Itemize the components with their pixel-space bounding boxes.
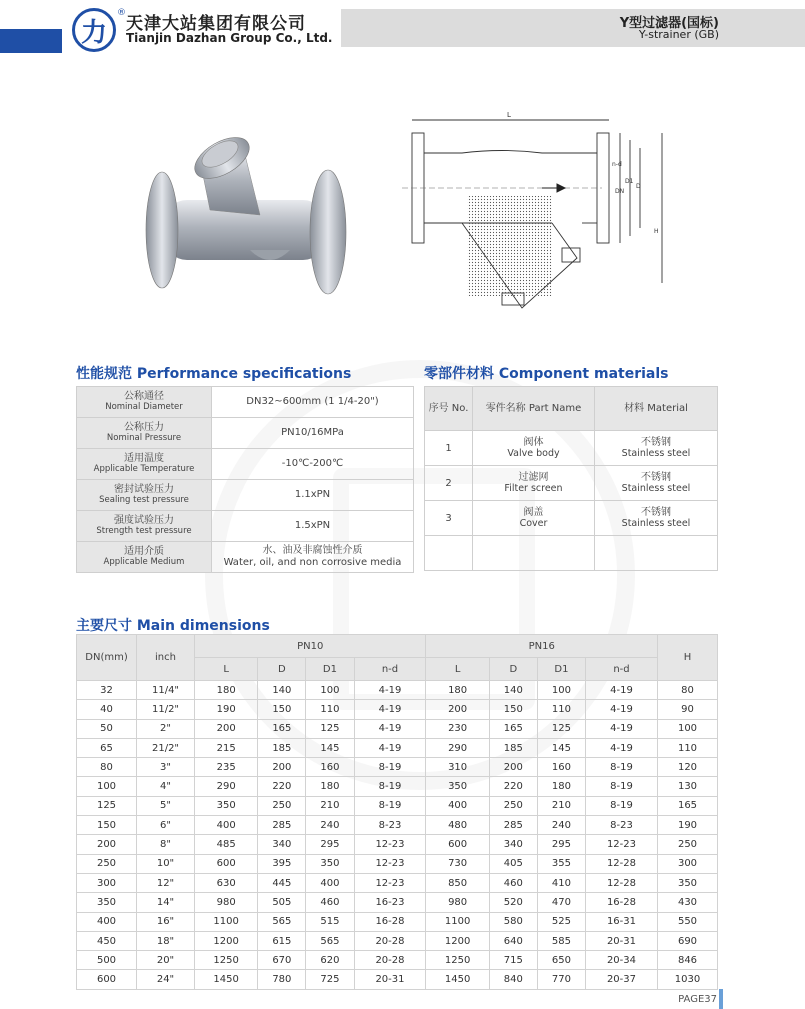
table-cell: 4-19: [585, 738, 657, 757]
table-row: [77, 681, 718, 700]
table-cell: 4-19: [354, 738, 426, 757]
material-cn: 不锈钢: [641, 507, 671, 518]
table-cell: 65: [77, 738, 137, 757]
spec-key-en: Strength test pressure: [96, 526, 192, 536]
header-inch: inch: [137, 635, 195, 681]
components-section-title: [424, 363, 669, 383]
table-cell: 11/2": [137, 700, 195, 719]
table-cell: 100: [306, 681, 354, 700]
table-row: [77, 542, 414, 573]
table-cell: 340: [258, 835, 306, 854]
table-cell: 100: [77, 777, 137, 796]
table-cell: 565: [258, 912, 306, 931]
header-pn16: PN16: [426, 635, 658, 658]
table-row: [77, 480, 414, 511]
part-cn: 过滤网: [518, 472, 549, 483]
table-cell: 350: [306, 854, 354, 873]
spec-key-cn: 强度试验压力: [114, 515, 174, 526]
table-cell: 395: [258, 854, 306, 873]
table-cell: 8-19: [585, 796, 657, 815]
table-cell: 200: [489, 758, 537, 777]
table-cell: 80: [658, 681, 718, 700]
table-cell: 550: [658, 912, 718, 931]
table-cell: 200: [258, 758, 306, 777]
table-cell: 11/4": [137, 681, 195, 700]
table-cell: 450: [77, 931, 137, 950]
table-cell: 20-37: [585, 970, 657, 989]
table-row: [77, 449, 414, 480]
subheader-nd: n-d: [354, 658, 426, 681]
table-cell: 430: [658, 893, 718, 912]
table-cell: 580: [489, 912, 537, 931]
table-cell: 600: [426, 835, 489, 854]
company-name-cn: 天津大站集团有限公司: [126, 14, 306, 34]
table-cell: 8-23: [585, 816, 657, 835]
table-cell: 240: [306, 816, 354, 835]
drawing-label-L: L: [507, 111, 511, 119]
table-row: [77, 758, 718, 777]
table-cell: 290: [195, 777, 258, 796]
table-cell: 340: [489, 835, 537, 854]
table-row: [425, 501, 718, 536]
table-cell: 80: [77, 758, 137, 777]
table-cell: 350: [658, 873, 718, 892]
table-cell: 160: [537, 758, 585, 777]
table-cell: 1100: [195, 912, 258, 931]
table-cell: 350: [195, 796, 258, 815]
table-cell: 585: [537, 931, 585, 950]
spec-value: DN32~600mm (1 1/4-20"): [212, 387, 414, 418]
table-cell: 230: [426, 719, 489, 738]
spec-value: 水、油及非腐蚀性介质: [262, 545, 363, 556]
table-cell: 150: [489, 700, 537, 719]
table-cell: 400: [195, 816, 258, 835]
table-cell: 4": [137, 777, 195, 796]
table-cell: 180: [426, 681, 489, 700]
table-cell: 12-28: [585, 854, 657, 873]
table-cell: 565: [306, 931, 354, 950]
table-cell: 1030: [658, 970, 718, 989]
table-cell: 310: [426, 758, 489, 777]
table-cell: 410: [537, 873, 585, 892]
table-cell: 14": [137, 893, 195, 912]
spec-key-cn: 公称通径: [124, 391, 164, 402]
table-cell: 770: [537, 970, 585, 989]
spec-key-cn: 密封试验压力: [114, 484, 174, 495]
table-cell: 20-34: [585, 951, 657, 970]
table-cell: 16": [137, 912, 195, 931]
table-cell: 405: [489, 854, 537, 873]
table-cell: 300: [658, 854, 718, 873]
table-cell: 525: [537, 912, 585, 931]
header-part: 零件名称 Part Name: [473, 387, 595, 431]
table-cell: 240: [537, 816, 585, 835]
components-title-cn: 零部件材料: [424, 366, 494, 382]
table-cell: 220: [258, 777, 306, 796]
table-cell: 445: [258, 873, 306, 892]
table-cell: 200: [195, 719, 258, 738]
table-cell: 350: [426, 777, 489, 796]
table-cell: 150: [258, 700, 306, 719]
table-cell: 12-28: [585, 873, 657, 892]
table-row: [77, 777, 718, 796]
dimensions-title-en: Main dimensions: [136, 618, 270, 634]
table-cell: 250: [489, 796, 537, 815]
table-cell: 8-23: [354, 816, 426, 835]
subheader-D1: D1: [306, 658, 354, 681]
subheader-nd: n-d: [585, 658, 657, 681]
table-cell: 980: [426, 893, 489, 912]
spec-key-en: Nominal Diameter: [105, 402, 183, 412]
spec-value-en: Water, oil, and non corrosive media: [223, 557, 402, 568]
drawing-label-D: D: [636, 183, 641, 190]
table-cell: 200: [426, 700, 489, 719]
table-cell: 485: [195, 835, 258, 854]
table-cell: 4-19: [585, 719, 657, 738]
table-row: [77, 511, 414, 542]
table-row: [77, 700, 718, 719]
table-cell: 8-19: [354, 796, 426, 815]
subheader-D1: D1: [537, 658, 585, 681]
table-row: [77, 418, 414, 449]
dimensions-table: [76, 634, 718, 990]
drawing-label-nd: n-d: [612, 161, 622, 168]
header-no: 序号 No.: [425, 387, 473, 431]
part-en: Filter screen: [504, 483, 563, 494]
table-header-row: [425, 387, 718, 431]
table-cell: 125: [306, 719, 354, 738]
spec-value: 1.1xPN: [212, 480, 414, 511]
table-cell: 4-19: [354, 700, 426, 719]
table-cell: 400: [77, 912, 137, 931]
table-cell: 8-19: [354, 777, 426, 796]
row-no: 1: [425, 431, 473, 466]
table-cell: 185: [489, 738, 537, 757]
table-cell: 165: [258, 719, 306, 738]
table-cell: 250: [258, 796, 306, 815]
table-row: [425, 466, 718, 501]
table-cell: 16-28: [354, 912, 426, 931]
table-cell: 220: [489, 777, 537, 796]
table-cell: 350: [77, 893, 137, 912]
table-cell: 840: [489, 970, 537, 989]
table-cell: 18": [137, 931, 195, 950]
performance-section-title: [76, 363, 351, 383]
table-row: [77, 835, 718, 854]
table-cell: 110: [537, 700, 585, 719]
table-cell: 215: [195, 738, 258, 757]
page-number: PAGE37: [678, 994, 717, 1005]
table-cell: 100: [658, 719, 718, 738]
product-title-cn: Y型过滤器(国标): [619, 16, 719, 31]
table-cell: 650: [537, 951, 585, 970]
table-header-row: [77, 635, 718, 658]
subheader-D: D: [258, 658, 306, 681]
table-cell: 165: [489, 719, 537, 738]
header-pn10: PN10: [195, 635, 426, 658]
table-row: [77, 719, 718, 738]
table-cell: 515: [306, 912, 354, 931]
subheader-L: L: [426, 658, 489, 681]
table-cell: 130: [658, 777, 718, 796]
table-row: [425, 431, 718, 466]
table-cell: 8-19: [585, 758, 657, 777]
table-row: [77, 873, 718, 892]
table-cell: 8-19: [585, 777, 657, 796]
table-cell: 190: [195, 700, 258, 719]
table-cell: 16-23: [354, 893, 426, 912]
spec-key-en: Applicable Medium: [103, 557, 185, 567]
table-cell: 140: [258, 681, 306, 700]
table-cell: 480: [426, 816, 489, 835]
table-cell: 8": [137, 835, 195, 854]
subheader-D: D: [489, 658, 537, 681]
header-material: 材料 Material: [595, 387, 718, 431]
table-cell: 460: [489, 873, 537, 892]
table-cell: 235: [195, 758, 258, 777]
table-cell: 4-19: [354, 681, 426, 700]
table-row-empty: [425, 536, 718, 571]
table-cell: 180: [195, 681, 258, 700]
dimensions-body: [77, 681, 718, 990]
table-cell: 1250: [426, 951, 489, 970]
table-row: [77, 912, 718, 931]
material-en: Stainless steel: [621, 483, 691, 494]
table-cell: 12-23: [354, 854, 426, 873]
table-cell: 20-31: [585, 931, 657, 950]
table-row: [77, 738, 718, 757]
table-cell: 850: [426, 873, 489, 892]
table-cell: 780: [258, 970, 306, 989]
table-cell: 50: [77, 719, 137, 738]
table-cell: 980: [195, 893, 258, 912]
table-cell: 110: [306, 700, 354, 719]
table-cell: 145: [537, 738, 585, 757]
table-cell: 21/2": [137, 738, 195, 757]
product-photo: [140, 120, 360, 320]
table-row: [77, 951, 718, 970]
table-cell: 125: [537, 719, 585, 738]
page-number-bar: [719, 989, 723, 1009]
subheader-L: L: [195, 658, 258, 681]
table-cell: 846: [658, 951, 718, 970]
table-cell: 615: [258, 931, 306, 950]
table-cell: 460: [306, 893, 354, 912]
registered-mark: ®: [117, 8, 126, 18]
table-row: [77, 387, 414, 418]
table-cell: 285: [489, 816, 537, 835]
table-cell: 4-19: [585, 700, 657, 719]
components-table: [424, 386, 718, 571]
material-en: Stainless steel: [621, 518, 691, 529]
spec-key-en: Nominal Pressure: [106, 433, 182, 443]
table-cell: 250: [658, 835, 718, 854]
table-cell: 12-23: [354, 835, 426, 854]
spec-value: -10℃-200℃: [212, 449, 414, 480]
spec-key-cn: 适用介质: [124, 546, 164, 557]
table-cell: 10": [137, 854, 195, 873]
table-row: [77, 893, 718, 912]
table-cell: 505: [258, 893, 306, 912]
table-cell: 300: [77, 873, 137, 892]
table-cell: 16-31: [585, 912, 657, 931]
table-cell: 210: [306, 796, 354, 815]
table-row: [77, 854, 718, 873]
table-cell: 725: [306, 970, 354, 989]
table-cell: 120: [658, 758, 718, 777]
table-cell: 125: [77, 796, 137, 815]
table-cell: 180: [537, 777, 585, 796]
technical-drawing: [402, 108, 692, 318]
table-cell: 20-31: [354, 970, 426, 989]
drawing-label-DN: DN: [615, 188, 625, 195]
table-cell: 500: [77, 951, 137, 970]
table-cell: 5": [137, 796, 195, 815]
spec-value: 1.5xPN: [212, 511, 414, 542]
table-cell: 8-19: [354, 758, 426, 777]
table-cell: 290: [426, 738, 489, 757]
header-h: H: [658, 635, 718, 681]
table-cell: 20-28: [354, 931, 426, 950]
drawing-label-D1: D1: [625, 178, 634, 185]
table-cell: 16-28: [585, 893, 657, 912]
part-en: Valve body: [507, 448, 560, 459]
table-cell: 32: [77, 681, 137, 700]
table-cell: 12-23: [585, 835, 657, 854]
material-cn: 不锈钢: [641, 437, 671, 448]
table-cell: 4-19: [585, 681, 657, 700]
spec-value: PN10/16MPa: [212, 418, 414, 449]
table-cell: 12": [137, 873, 195, 892]
table-cell: 24": [137, 970, 195, 989]
row-no: 3: [425, 501, 473, 536]
table-cell: 600: [195, 854, 258, 873]
table-cell: 470: [537, 893, 585, 912]
table-cell: 90: [658, 700, 718, 719]
table-cell: 1450: [195, 970, 258, 989]
table-cell: 165: [658, 796, 718, 815]
table-cell: 160: [306, 758, 354, 777]
table-cell: 620: [306, 951, 354, 970]
table-row: [77, 931, 718, 950]
table-cell: 250: [77, 854, 137, 873]
table-cell: 630: [195, 873, 258, 892]
table-cell: 640: [489, 931, 537, 950]
table-cell: 190: [658, 816, 718, 835]
table-cell: 12-23: [354, 873, 426, 892]
table-row: [77, 970, 718, 989]
header-dn: DN(mm): [77, 635, 137, 681]
table-cell: 670: [258, 951, 306, 970]
spec-key-en: Applicable Temperature: [93, 464, 195, 474]
table-cell: 730: [426, 854, 489, 873]
table-cell: 400: [426, 796, 489, 815]
table-cell: 185: [258, 738, 306, 757]
part-cn: 阀盖: [523, 507, 544, 518]
table-cell: 20": [137, 951, 195, 970]
performance-title-en: Performance specifications: [136, 366, 352, 382]
table-cell: 6": [137, 816, 195, 835]
table-cell: 145: [306, 738, 354, 757]
material-cn: 不锈钢: [641, 472, 671, 483]
spec-key-cn: 适用温度: [124, 453, 164, 464]
company-name-en: Tianjin Dazhan Group Co., Ltd.: [126, 31, 333, 45]
dimensions-section-title: [76, 615, 270, 635]
table-cell: 1100: [426, 912, 489, 931]
company-logo-icon: [72, 8, 116, 52]
table-cell: 110: [658, 738, 718, 757]
dimensions-title-cn: 主要尺寸: [76, 618, 132, 634]
row-no: 2: [425, 466, 473, 501]
table-cell: 400: [306, 873, 354, 892]
table-cell: 295: [306, 835, 354, 854]
table-cell: 285: [258, 816, 306, 835]
table-cell: 150: [77, 816, 137, 835]
table-cell: 2": [137, 719, 195, 738]
performance-table: [76, 386, 414, 573]
performance-title-cn: 性能规范: [76, 366, 132, 382]
table-cell: 600: [77, 970, 137, 989]
drawing-label-H: H: [654, 228, 659, 235]
spec-key-cn: 公称压力: [124, 422, 164, 433]
table-cell: 4-19: [354, 719, 426, 738]
table-cell: 40: [77, 700, 137, 719]
part-cn: 阀体: [523, 437, 544, 448]
table-cell: 520: [489, 893, 537, 912]
table-cell: 715: [489, 951, 537, 970]
table-cell: 295: [537, 835, 585, 854]
part-en: Cover: [519, 518, 548, 529]
product-title-en: Y-strainer (GB): [638, 28, 719, 41]
table-cell: 690: [658, 931, 718, 950]
components-title-en: Component materials: [498, 366, 669, 382]
table-cell: 140: [489, 681, 537, 700]
spec-key-en: Sealing test pressure: [99, 495, 189, 505]
table-cell: 1450: [426, 970, 489, 989]
table-cell: 1200: [195, 931, 258, 950]
table-cell: 355: [537, 854, 585, 873]
table-row: [77, 816, 718, 835]
table-cell: 180: [306, 777, 354, 796]
material-en: Stainless steel: [621, 448, 691, 459]
table-cell: 20-28: [354, 951, 426, 970]
table-cell: 200: [77, 835, 137, 854]
table-cell: 1250: [195, 951, 258, 970]
table-cell: 1200: [426, 931, 489, 950]
table-cell: 100: [537, 681, 585, 700]
table-cell: 210: [537, 796, 585, 815]
logo-glyph: 力: [80, 17, 107, 48]
table-cell: 3": [137, 758, 195, 777]
header-accent-bar: [0, 29, 62, 53]
table-row: [77, 796, 718, 815]
header-title-bar: [341, 9, 805, 47]
